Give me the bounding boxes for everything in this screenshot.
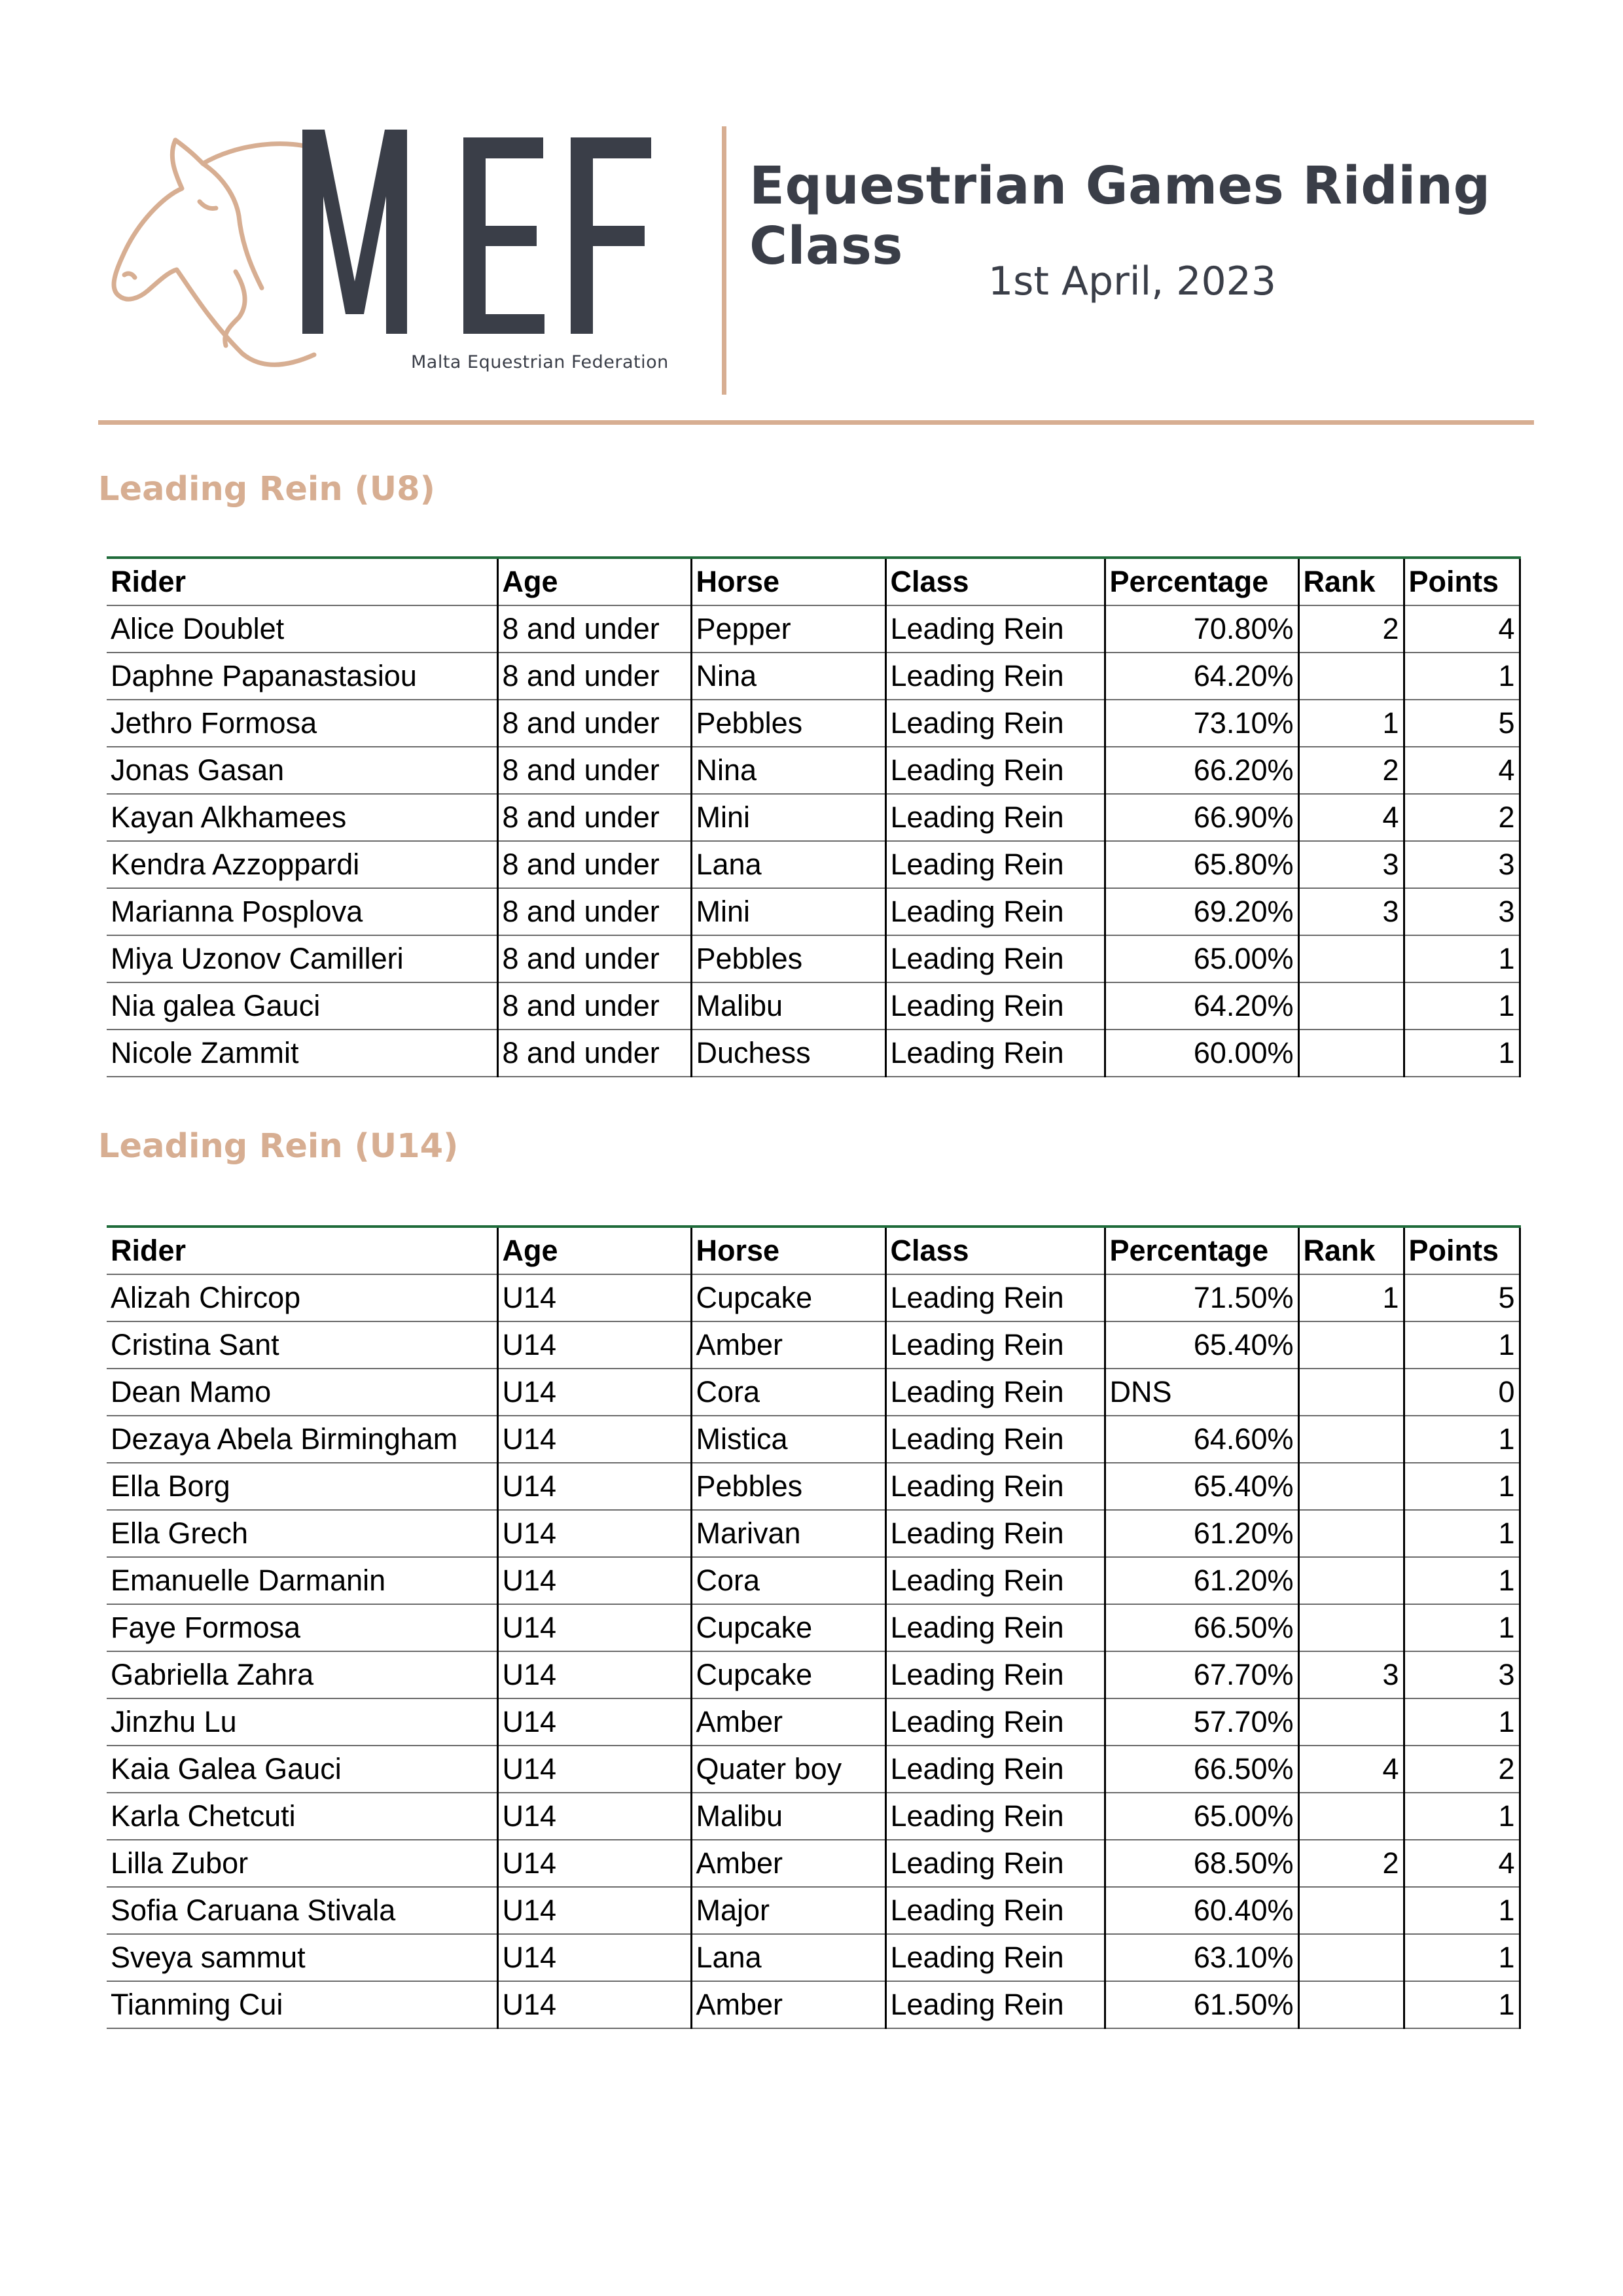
class-cell: Leading Rein [885,888,1105,935]
age-cell: 8 and under [497,888,691,935]
horse-cell: Mistica [691,1416,885,1463]
percentage-cell: 65.40% [1105,1321,1298,1369]
age-cell: U14 [497,1321,691,1369]
class-cell: Leading Rein [885,1557,1105,1604]
rank-cell [1298,935,1404,982]
rank-cell [1298,653,1404,700]
class-cell: Leading Rein [885,1981,1105,2028]
column-header-percentage: Percentage [1105,1227,1298,1274]
percentage-cell: 66.20% [1105,747,1298,794]
age-cell: U14 [497,1651,691,1698]
percentage-cell: 71.50% [1105,1274,1298,1321]
table-row [107,1369,1520,1416]
horse-cell: Amber [691,1840,885,1887]
age-cell: U14 [497,1698,691,1746]
column-header-age: Age [497,558,691,605]
age-cell: U14 [497,1463,691,1510]
rider-cell: Tianming Cui [107,1981,497,2028]
rider-cell: Jethro Formosa [107,700,497,747]
age-cell: U14 [497,1510,691,1557]
rank-cell: 1 [1298,1274,1404,1321]
age-cell: U14 [497,1887,691,1934]
points-cell: 1 [1404,982,1520,1030]
points-cell: 2 [1404,794,1520,841]
rider-cell: Kaia Galea Gauci [107,1746,497,1793]
table-row [107,1934,1520,1981]
rider-cell: Daphne Papanastasiou [107,653,497,700]
percentage-cell: 63.10% [1105,1934,1298,1981]
table-row [107,841,1520,888]
column-header-rider: Rider [107,558,497,605]
horse-cell: Amber [691,1321,885,1369]
horse-cell: Lana [691,1934,885,1981]
percentage-cell: 64.20% [1105,653,1298,700]
points-cell: 3 [1404,841,1520,888]
age-cell: U14 [497,1934,691,1981]
class-cell: Leading Rein [885,1934,1105,1981]
points-cell: 0 [1404,1369,1520,1416]
column-header-age: Age [497,1227,691,1274]
table-row [107,1793,1520,1840]
horse-cell: Pebbles [691,1463,885,1510]
horse-cell: Mini [691,794,885,841]
rider-cell: Karla Chetcuti [107,1793,497,1840]
horse-cell: Nina [691,653,885,700]
table-header-row [107,1227,1520,1274]
rider-cell: Jonas Gasan [107,747,497,794]
rank-cell [1298,1887,1404,1934]
table-row [107,1274,1520,1321]
mef-letters [302,130,651,334]
table-row [107,1887,1520,1934]
table-row [107,1981,1520,2028]
header-divider [722,126,726,395]
percentage-cell: 64.20% [1105,982,1298,1030]
table-row [107,700,1520,747]
rider-cell: Nicole Zammit [107,1030,497,1077]
horse-cell: Quater boy [691,1746,885,1793]
horse-cell: Mini [691,888,885,935]
table-row [107,1030,1520,1077]
class-cell: Leading Rein [885,794,1105,841]
rider-cell: Ella Grech [107,1510,497,1557]
page-title: Equestrian Games Riding Class [749,156,1491,276]
percentage-cell: 61.20% [1105,1510,1298,1557]
points-cell: 1 [1404,1321,1520,1369]
rider-cell: Faye Formosa [107,1604,497,1651]
horse-cell: Cupcake [691,1651,885,1698]
horse-cell: Cupcake [691,1274,885,1321]
rider-cell: Emanuelle Darmanin [107,1557,497,1604]
class-cell: Leading Rein [885,1698,1105,1746]
horse-cell: Malibu [691,1793,885,1840]
age-cell: U14 [497,1604,691,1651]
rider-cell: Dean Mamo [107,1369,497,1416]
column-header-rank: Rank [1298,1227,1404,1274]
points-cell: 1 [1404,1934,1520,1981]
rider-cell: Nia galea Gauci [107,982,497,1030]
rank-cell: 3 [1298,841,1404,888]
rank-cell: 2 [1298,1840,1404,1887]
rank-cell [1298,1981,1404,2028]
class-cell: Leading Rein [885,1651,1105,1698]
rank-cell [1298,1030,1404,1077]
column-header-class: Class [885,558,1105,605]
age-cell: U14 [497,1746,691,1793]
rank-cell: 3 [1298,888,1404,935]
mef-logo [105,118,694,393]
points-cell: 1 [1404,653,1520,700]
points-cell: 1 [1404,1887,1520,1934]
rank-cell: 2 [1298,747,1404,794]
age-cell: 8 and under [497,605,691,653]
percentage-cell: 57.70% [1105,1698,1298,1746]
percentage-cell: 65.40% [1105,1463,1298,1510]
class-cell: Leading Rein [885,1510,1105,1557]
points-cell: 4 [1404,1840,1520,1887]
age-cell: U14 [497,1369,691,1416]
points-cell: 3 [1404,1651,1520,1698]
table-row [107,653,1520,700]
percentage-cell: 60.00% [1105,1030,1298,1077]
rank-cell [1298,1604,1404,1651]
horse-cell: Major [691,1887,885,1934]
rider-cell: Kayan Alkhamees [107,794,497,841]
class-cell: Leading Rein [885,1840,1105,1887]
rank-cell: 3 [1298,1651,1404,1698]
percentage-cell: 69.20% [1105,888,1298,935]
horse-cell: Pebbles [691,700,885,747]
points-cell: 1 [1404,1793,1520,1840]
column-header-rank: Rank [1298,558,1404,605]
rider-cell: Ella Borg [107,1463,497,1510]
rank-cell [1298,1416,1404,1463]
table-row [107,605,1520,653]
table-row [107,747,1520,794]
age-cell: U14 [497,1793,691,1840]
class-cell: Leading Rein [885,1887,1105,1934]
class-cell: Leading Rein [885,935,1105,982]
column-header-percentage: Percentage [1105,558,1298,605]
class-cell: Leading Rein [885,1274,1105,1321]
horse-cell: Pebbles [691,935,885,982]
horse-head-icon [114,140,321,365]
class-cell: Leading Rein [885,653,1105,700]
rank-cell [1298,1698,1404,1746]
points-cell: 4 [1404,605,1520,653]
class-cell: Leading Rein [885,605,1105,653]
percentage-cell: 66.50% [1105,1746,1298,1793]
rank-cell: 2 [1298,605,1404,653]
points-cell: 1 [1404,1698,1520,1746]
horse-cell: Malibu [691,982,885,1030]
table-row [107,1698,1520,1746]
event-date: 1st April, 2023 [988,259,1276,304]
percentage-cell: 65.00% [1105,1793,1298,1840]
rider-cell: Lilla Zubor [107,1840,497,1887]
age-cell: U14 [497,1981,691,2028]
rank-cell: 4 [1298,1746,1404,1793]
rank-cell [1298,1510,1404,1557]
horse-cell: Cora [691,1557,885,1604]
percentage-cell: 65.80% [1105,841,1298,888]
column-header-points: Points [1404,558,1520,605]
rider-cell: Jinzhu Lu [107,1698,497,1746]
points-cell: 1 [1404,935,1520,982]
horse-cell: Duchess [691,1030,885,1077]
horse-cell: Marivan [691,1510,885,1557]
table-row [107,1510,1520,1557]
class-cell: Leading Rein [885,1604,1105,1651]
rider-cell: Marianna Posplova [107,888,497,935]
rider-cell: Sofia Caruana Stivala [107,1887,497,1934]
age-cell: 8 and under [497,653,691,700]
rank-cell [1298,1369,1404,1416]
points-cell: 1 [1404,1981,1520,2028]
points-cell: 1 [1404,1463,1520,1510]
rider-cell: Miya Uzonov Camilleri [107,935,497,982]
horse-cell: Lana [691,841,885,888]
results-table-u14 [107,1225,1521,2029]
rider-cell: Alizah Chircop [107,1274,497,1321]
logo-subtitle: Malta Equestrian Federation [411,352,669,372]
age-cell: U14 [497,1274,691,1321]
table-header-row [107,558,1520,605]
percentage-cell: 67.70% [1105,1651,1298,1698]
percentage-cell: 61.20% [1105,1557,1298,1604]
rider-cell: Gabriella Zahra [107,1651,497,1698]
column-header-horse: Horse [691,558,885,605]
table-row [107,1321,1520,1369]
section-title-u14: Leading Rein (U14) [98,1127,459,1166]
horse-cell: Nina [691,747,885,794]
age-cell: 8 and under [497,935,691,982]
percentage-cell: 60.40% [1105,1887,1298,1934]
horse-cell: Cupcake [691,1604,885,1651]
rider-cell: Alice Doublet [107,605,497,653]
rank-cell [1298,1934,1404,1981]
table-row [107,935,1520,982]
points-cell: 1 [1404,1510,1520,1557]
percentage-cell: 66.90% [1105,794,1298,841]
points-cell: 1 [1404,1557,1520,1604]
class-cell: Leading Rein [885,1321,1105,1369]
points-cell: 5 [1404,1274,1520,1321]
table-row [107,888,1520,935]
percentage-cell: 64.60% [1105,1416,1298,1463]
class-cell: Leading Rein [885,1746,1105,1793]
age-cell: U14 [497,1557,691,1604]
points-cell: 3 [1404,888,1520,935]
points-cell: 5 [1404,700,1520,747]
rider-cell: Dezaya Abela Birmingham [107,1416,497,1463]
table-row [107,1746,1520,1793]
class-cell: Leading Rein [885,982,1105,1030]
table-row [107,1840,1520,1887]
rank-cell: 4 [1298,794,1404,841]
percentage-cell: 65.00% [1105,935,1298,982]
table-row [107,1416,1520,1463]
age-cell: 8 and under [497,1030,691,1077]
percentage-cell: 68.50% [1105,1840,1298,1887]
horse-cell: Amber [691,1981,885,2028]
horse-cell: Cora [691,1369,885,1416]
section-title-u8: Leading Rein (U8) [98,470,435,509]
points-cell: 1 [1404,1604,1520,1651]
rider-cell: Kendra Azzoppardi [107,841,497,888]
horse-cell: Pepper [691,605,885,653]
results-table-u8 [107,556,1521,1077]
column-header-rider: Rider [107,1227,497,1274]
percentage-cell: 73.10% [1105,700,1298,747]
points-cell: 1 [1404,1030,1520,1077]
age-cell: 8 and under [497,982,691,1030]
rider-cell: Cristina Sant [107,1321,497,1369]
points-cell: 2 [1404,1746,1520,1793]
percentage-cell: 61.50% [1105,1981,1298,2028]
age-cell: U14 [497,1840,691,1887]
age-cell: U14 [497,1416,691,1463]
rank-cell [1298,1321,1404,1369]
table-row [107,1651,1520,1698]
column-header-points: Points [1404,1227,1520,1274]
table-row [107,794,1520,841]
class-cell: Leading Rein [885,1369,1105,1416]
class-cell: Leading Rein [885,1030,1105,1077]
column-header-class: Class [885,1227,1105,1274]
age-cell: 8 and under [497,794,691,841]
percentage-cell: 66.50% [1105,1604,1298,1651]
age-cell: 8 and under [497,747,691,794]
table-row [107,1557,1520,1604]
horse-cell: Amber [691,1698,885,1746]
rank-cell [1298,1557,1404,1604]
points-cell: 1 [1404,1416,1520,1463]
rank-cell [1298,1793,1404,1840]
rank-cell [1298,982,1404,1030]
points-cell: 4 [1404,747,1520,794]
column-header-horse: Horse [691,1227,885,1274]
age-cell: 8 and under [497,700,691,747]
class-cell: Leading Rein [885,841,1105,888]
class-cell: Leading Rein [885,747,1105,794]
rider-cell: Sveya sammut [107,1934,497,1981]
class-cell: Leading Rein [885,700,1105,747]
class-cell: Leading Rein [885,1463,1105,1510]
class-cell: Leading Rein [885,1793,1105,1840]
class-cell: Leading Rein [885,1416,1105,1463]
percentage-cell: 70.80% [1105,605,1298,653]
header-rule [98,420,1534,425]
rank-cell: 1 [1298,700,1404,747]
table-row [107,1463,1520,1510]
table-row [107,982,1520,1030]
age-cell: 8 and under [497,841,691,888]
table-row [107,1604,1520,1651]
percentage-cell: DNS [1105,1369,1298,1416]
rank-cell [1298,1463,1404,1510]
